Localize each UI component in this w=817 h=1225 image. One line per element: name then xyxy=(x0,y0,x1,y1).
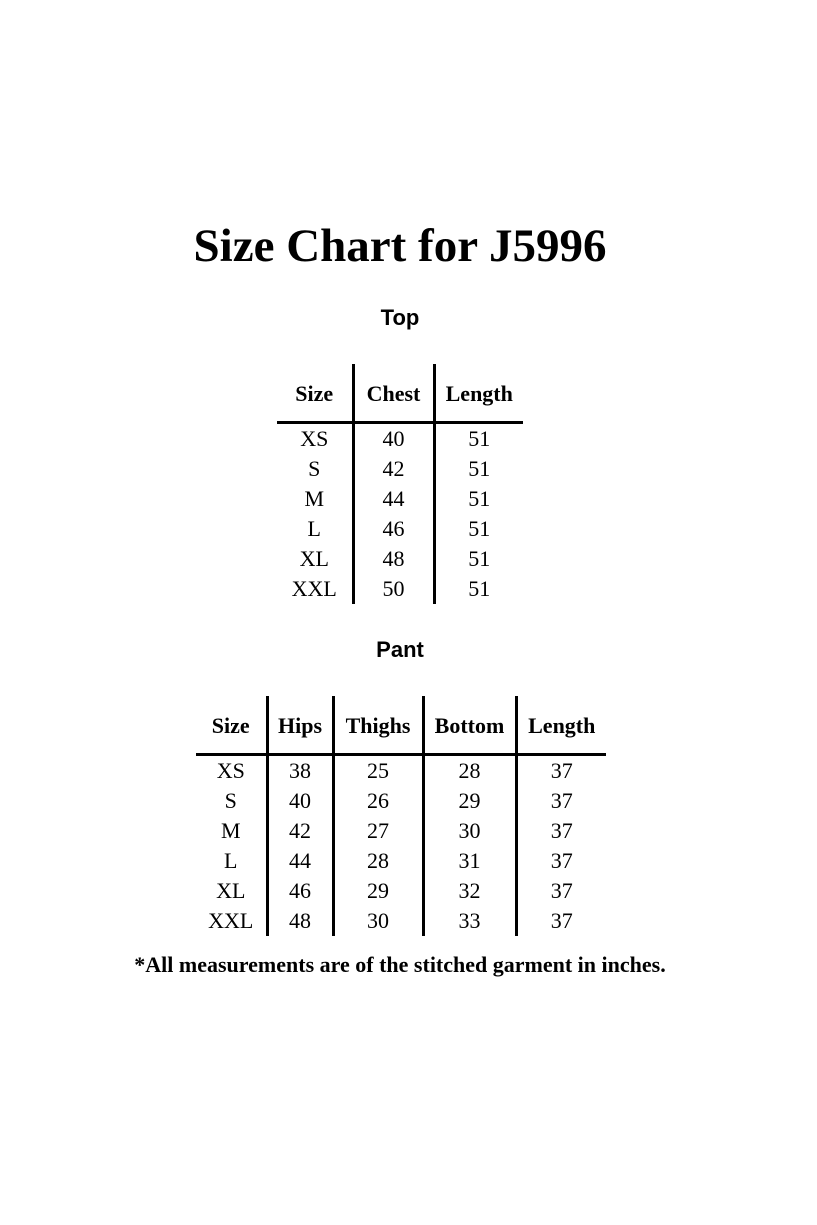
table-row xyxy=(277,454,523,484)
table-row xyxy=(277,514,523,544)
table-cell-size: L xyxy=(196,846,267,876)
table-cell-hips: 42 xyxy=(267,816,333,846)
table-cell-chest: 48 xyxy=(353,544,434,574)
table-cell-bottom: 28 xyxy=(423,754,516,786)
table-cell-size: XL xyxy=(277,544,353,574)
page-title: Size Chart for J5996 xyxy=(193,220,607,272)
table-cell-size: XXL xyxy=(277,574,353,604)
table-cell-length: 51 xyxy=(468,425,491,451)
table-cell-thighs: 27 xyxy=(333,816,423,846)
pant-col-hips-header: Hips xyxy=(267,696,333,754)
table-cell-thighs: 29 xyxy=(333,876,423,906)
table-cell-chest: 40 xyxy=(353,422,434,454)
table-cell-size: XS xyxy=(277,422,353,454)
table-cell-hips: 44 xyxy=(267,846,333,876)
table-cell-chest: 50 xyxy=(353,574,434,604)
pant-col-size-header: Size xyxy=(196,696,267,754)
table-row xyxy=(277,484,523,514)
table-cell-size: XL xyxy=(196,876,267,906)
pant-size-table xyxy=(196,696,606,936)
table-row xyxy=(196,846,606,876)
table-cell-thighs: 28 xyxy=(333,846,423,876)
table-cell-bottom: 33 xyxy=(423,906,516,936)
pant-col-bottom-header: Bottom xyxy=(423,696,516,754)
top-size-table xyxy=(277,364,523,604)
table-cell-chest: 42 xyxy=(353,454,434,484)
table-cell-hips: 46 xyxy=(267,876,333,906)
table-row xyxy=(196,906,606,936)
table-cell-length: 37 xyxy=(550,757,573,783)
table-cell-hips: 40 xyxy=(267,786,333,816)
table-cell-size: M xyxy=(196,816,267,846)
pant-col-length-header: Length xyxy=(516,696,606,754)
top-section-heading: Top xyxy=(380,305,420,330)
table-cell-length: 37 xyxy=(550,877,573,903)
pant-table-header-row xyxy=(196,696,606,754)
table-cell-thighs: 25 xyxy=(333,754,423,786)
table-row xyxy=(196,816,606,846)
table-row xyxy=(277,574,523,604)
table-cell-length: 37 xyxy=(550,907,573,933)
table-cell-thighs: 30 xyxy=(333,906,423,936)
table-cell-size: L xyxy=(277,514,353,544)
top-table-header-row xyxy=(277,364,523,422)
table-row xyxy=(196,876,606,906)
table-cell-length: 51 xyxy=(468,485,491,511)
table-cell-length: 37 xyxy=(550,787,573,813)
top-col-length-header: Length xyxy=(434,364,523,422)
table-cell-bottom: 32 xyxy=(423,876,516,906)
table-cell-length: 51 xyxy=(468,545,491,571)
table-cell-chest: 44 xyxy=(353,484,434,514)
table-cell-length: 51 xyxy=(468,455,491,481)
table-cell-length: 37 xyxy=(550,847,573,873)
pant-section-heading: Pant xyxy=(376,637,424,662)
table-cell-bottom: 29 xyxy=(423,786,516,816)
table-cell-size: S xyxy=(277,454,353,484)
table-cell-hips: 38 xyxy=(267,754,333,786)
table-row xyxy=(277,544,523,574)
table-cell-size: XS xyxy=(196,754,267,786)
table-cell-chest: 46 xyxy=(353,514,434,544)
top-col-size-header: Size xyxy=(277,364,353,422)
table-cell-hips: 48 xyxy=(267,906,333,936)
table-row xyxy=(277,422,523,454)
table-row xyxy=(196,754,606,786)
table-cell-thighs: 26 xyxy=(333,786,423,816)
table-cell-size: XXL xyxy=(196,906,267,936)
table-cell-bottom: 31 xyxy=(423,846,516,876)
table-cell-length: 51 xyxy=(468,515,491,541)
table-cell-bottom: 30 xyxy=(423,816,516,846)
table-cell-length: 37 xyxy=(550,817,573,843)
table-cell-size: M xyxy=(277,484,353,514)
table-row xyxy=(196,786,606,816)
top-col-chest-header: Chest xyxy=(353,364,434,422)
table-cell-size: S xyxy=(196,786,267,816)
measurement-note: *All measurements are of the stitched garment in inches. xyxy=(134,952,666,977)
pant-col-thighs-header: Thighs xyxy=(333,696,423,754)
table-cell-length: 51 xyxy=(468,575,491,601)
